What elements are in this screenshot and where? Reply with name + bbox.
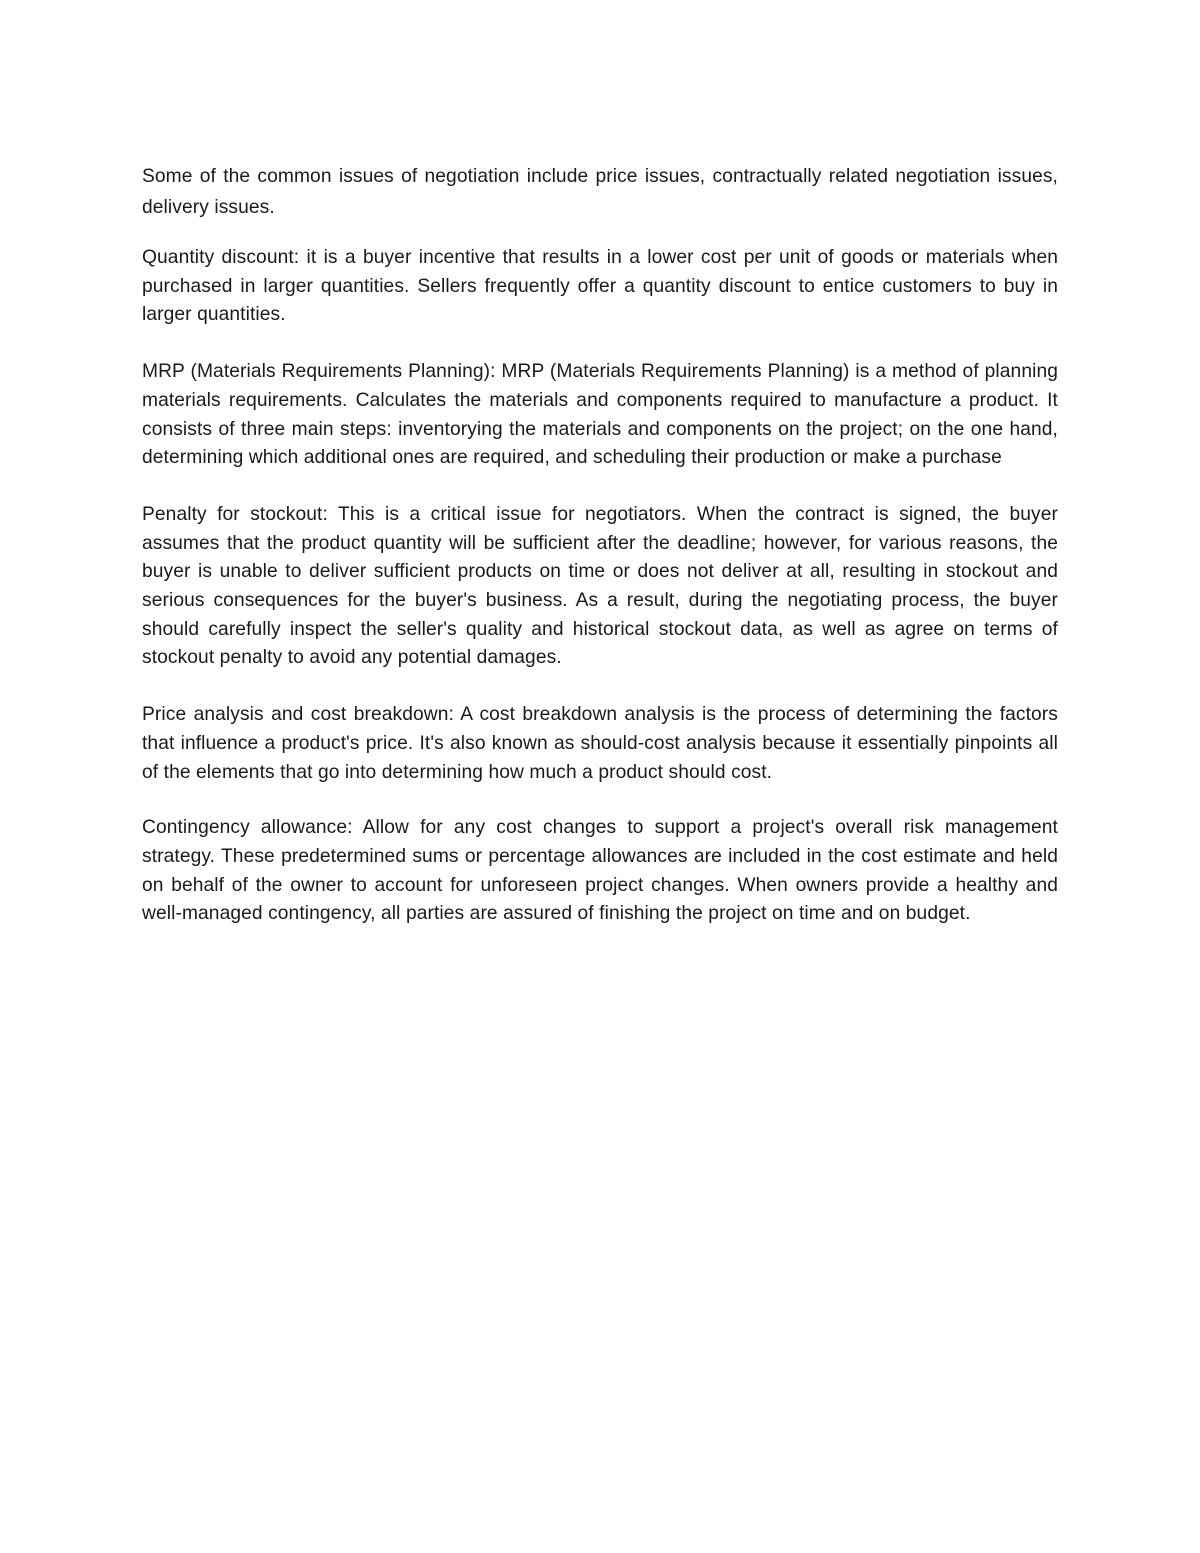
paragraph-price-analysis: Price analysis and cost breakdown: A cost breakdown analysis is the process of determining the factors that influence a product's price. It's also known as should-cost analysis because it essentially pinpoints all of the elements that go into determining how much a product should cost. (142, 704, 1058, 783)
document-body (142, 162, 1058, 929)
paragraph-negotiation-issues: Some of the common issues of negotiation include price issues, contractually related negotiation issues, delivery issues. (142, 166, 1058, 218)
paragraph-quantity-discount: Quantity discount: it is a buyer incentive that results in a lower cost per unit of goods or materials when purchased in larger quantities. Sellers frequently offer a quantity discount to entice customers to buy in larger quantities. (142, 247, 1058, 326)
paragraph-mrp: MRP (Materials Requirements Planning): MRP (Materials Requirements Planning) is a method of planning materials requirements. Calculates the materials and components required to manufacture a product. It consists of three main steps: inventorying the materials and components on the project; on the one hand, determining which additional ones are required, and scheduling their production or make a purchase (142, 361, 1058, 469)
paragraph-stockout-penalty: Penalty for stockout: This is a critical issue for negotiators. When the contract is signed, the buyer assumes that the product quantity will be sufficient after the deadline; however, for various reasons, the buyer is unable to deliver sufficient products on time or does not deliver at all, resulting in stockout and serious consequences for the buyer's business. As a result, during the negotiating process, the buyer should carefully inspect the seller's quality and historical stockout data, as well as agree on terms of stockout penalty to avoid any potential damages. (142, 503, 1058, 669)
paragraph-contingency-allowance: Contingency allowance: Allow for any cost changes to support a project's overall risk management strategy. These predetermined sums or percentage allowances are included in the cost estimate and held on behalf of the owner to account for unforeseen project changes. When owners provide a healthy and well-managed contingency, all parties are assured of finishing the project on time and on budget. (142, 817, 1058, 925)
